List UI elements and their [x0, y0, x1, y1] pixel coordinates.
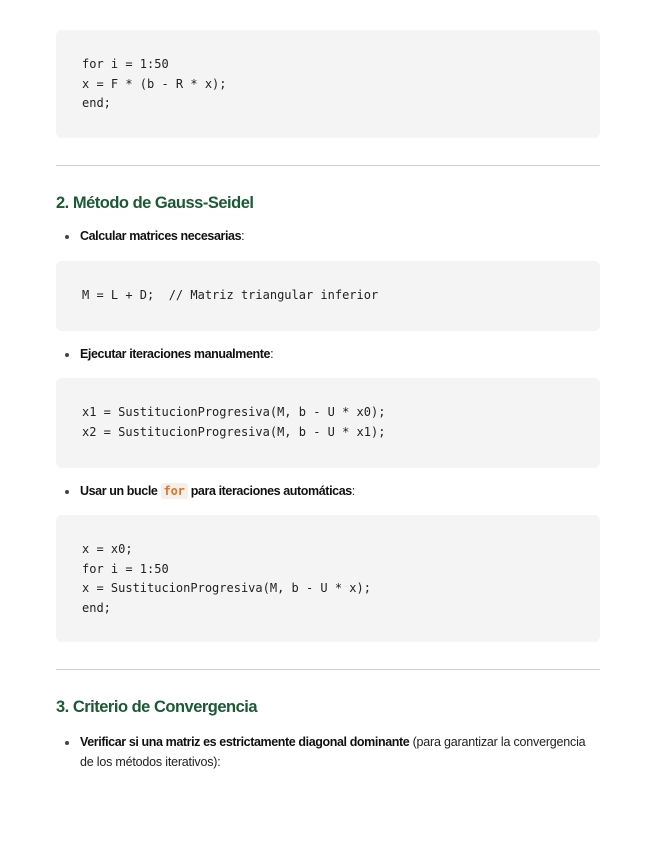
code-line: for i = 1:50 — [82, 57, 169, 71]
code-line: end; — [82, 96, 111, 110]
code-block-manual-iterations — [56, 378, 600, 468]
code-line: x = F * (b - R * x); — [82, 76, 227, 91]
list-item — [80, 482, 600, 502]
list-item-text: : — [270, 347, 274, 361]
section-heading-convergence: 3. Criterio de Convergencia — [56, 698, 258, 716]
code-line: x = SustitucionProgresiva(M, b - U * x); — [82, 581, 371, 595]
list-item-text: (para garantizar la convergencia de los métodos iterativos): — [80, 735, 586, 769]
list-item-bold: para iteraciones automáticas — [187, 484, 352, 498]
bullet-dot — [65, 235, 69, 239]
code-line: x2 = SustitucionProgresiva(M, b - U * x1); — [82, 424, 386, 439]
code-block-matrix-m — [56, 261, 600, 331]
section-heading-gauss-seidel: 2. Método de Gauss-Seidel — [56, 194, 254, 212]
bullet-dot — [65, 741, 69, 745]
list-item — [80, 345, 600, 365]
code-line: for i = 1:50 — [82, 561, 169, 576]
list-item-text: : — [241, 229, 245, 243]
code-line: end; — [82, 600, 111, 615]
code-block-jacobi-loop — [56, 30, 600, 138]
inline-code-for: for — [161, 483, 188, 499]
code-block-auto-loop — [56, 515, 600, 642]
code-line: x1 = SustitucionProgresiva(M, b - U * x0); — [82, 405, 386, 419]
list-item-bold: Calcular matrices necesarias — [80, 229, 242, 243]
code-line: M = L + D; // Matriz triangular inferior — [82, 288, 379, 302]
section-divider — [56, 669, 600, 670]
list-item — [80, 227, 600, 247]
bullet-dot — [65, 353, 69, 357]
section-divider — [56, 165, 600, 166]
list-item-bold: Usar un bucle — [80, 484, 161, 498]
code-line: x = x0; — [82, 542, 133, 556]
list-item-bold: Ejecutar iteraciones manualmente — [80, 347, 271, 361]
list-item-bold: Verificar si una matriz es estrictamente diagonal dominante — [80, 735, 410, 749]
list-item-text: : — [351, 484, 356, 498]
bullet-dot — [65, 490, 69, 494]
list-item — [80, 733, 600, 772]
